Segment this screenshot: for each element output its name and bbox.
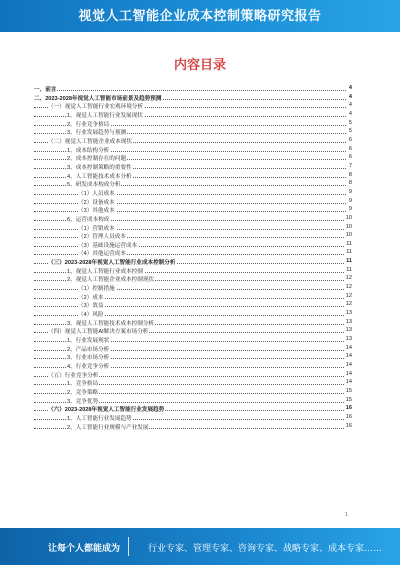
toc-entry-page: 14	[345, 370, 352, 377]
footer-roles: 行业专家、管理专家、咨询专家、战略专家、成本专家……	[148, 543, 383, 553]
toc-entry-label: （一）视觉人工智能行业宏观环境分析	[48, 104, 144, 111]
toc-entry[interactable]	[34, 223, 352, 232]
toc-entry-label: （五）行业竞争分析	[48, 372, 99, 379]
toc-entry-page: 13	[345, 327, 352, 334]
toc-entry[interactable]	[34, 413, 352, 422]
toc-entry-label: （四）视觉人工智能AI解决方案市场分析	[48, 329, 149, 336]
toc-entry-label: 2、行业竞争格局	[67, 121, 110, 128]
toc-entry-label: 1、成本结构分析	[67, 147, 110, 154]
toc-entry-page: 12	[345, 301, 352, 308]
toc-entry-label: 3、视觉人工智能技术成本控制分析	[67, 320, 155, 327]
toc-entry-page: 11	[346, 266, 352, 273]
toc-entry-page: 10	[345, 232, 352, 239]
toc-entry[interactable]	[34, 404, 352, 413]
toc-entry-page: 9	[348, 197, 352, 204]
toc-entry-page: 15	[345, 396, 352, 403]
toc-entry-page: 14	[345, 362, 352, 368]
toc-entry[interactable]	[34, 84, 352, 93]
toc-entry-label: （4）其他运营成本	[78, 251, 126, 258]
toc-entry[interactable]	[34, 214, 352, 223]
toc-entry-page: 15	[345, 387, 352, 394]
toc-entry-label: （2）设备成本	[78, 199, 115, 206]
toc-entry-page: 16	[345, 413, 352, 420]
toc-entry-page: 16	[345, 422, 352, 429]
toc-entry-label: （1）人员成本	[78, 190, 115, 197]
toc-entry[interactable]	[34, 274, 352, 283]
toc-heading: 内容目录	[173, 57, 226, 72]
toc-entry-label: 3、成本控制策略的重要性	[67, 164, 132, 171]
toc-entry[interactable]	[34, 361, 352, 370]
toc-entry[interactable]	[34, 344, 352, 353]
toc-entry-label: 2、成本控制存在的问题	[67, 156, 127, 163]
toc-entry[interactable]	[34, 248, 352, 257]
toc-entry[interactable]	[34, 283, 352, 292]
toc-entry[interactable]	[34, 422, 352, 431]
toc-entry-page: 11	[346, 240, 352, 247]
toc-entry-label: （3）效益	[78, 303, 104, 310]
toc-entry-label: 4、行业竞争分析	[67, 364, 110, 370]
toc-entry-label: 1、视觉人工智能行业成本控制	[67, 268, 143, 275]
toc-entry-page: 11	[346, 249, 352, 256]
toc-entry-page: 8	[348, 180, 352, 187]
toc-entry[interactable]	[34, 145, 352, 154]
footer-divider	[128, 537, 129, 556]
toc-entry-label: 一、前言	[34, 87, 57, 93]
toc-entry[interactable]	[34, 335, 352, 344]
toc-entry-page: 12	[345, 284, 352, 291]
toc-entry-page: 14	[345, 344, 352, 351]
toc-entry[interactable]	[34, 378, 352, 387]
toc-entry-label: 1、人工智能行业发展趋势	[67, 415, 132, 422]
toc-entry-label: （六）2023-2028年视觉人工智能行业发展趋势	[48, 407, 165, 414]
toc-entry-label: （二）视觉人工智能企业成本现状	[48, 138, 132, 145]
toc-entry[interactable]	[34, 162, 352, 171]
toc-entry[interactable]	[34, 179, 352, 188]
toc-entry[interactable]	[34, 326, 352, 335]
toc-entry-page: 10	[345, 214, 352, 221]
toc-entry-label: （三）2023-2028年视觉人工智能行业成本控制分析	[48, 260, 176, 267]
toc-entry-page: 4	[348, 110, 352, 117]
toc-entry[interactable]	[34, 370, 352, 379]
toc-entry-label: 2、视觉人工智能企业成本控制现状	[67, 277, 155, 284]
toc-entry-page: 8	[348, 171, 352, 178]
toc-entry-page: 13	[345, 336, 352, 343]
toc-entry-page: 13	[345, 310, 352, 317]
footer-slogan: 让每个人都能成为	[48, 543, 121, 553]
toc-entry-label: （4）风险	[78, 312, 104, 319]
toc-entry-label: 2、人工智能行业规模与产业发展	[67, 424, 149, 431]
toc-entry-page: 4	[348, 93, 352, 100]
toc-entry[interactable]	[34, 266, 352, 275]
toc-entry-label: 4、人工智能技术成本分析	[67, 173, 132, 180]
toc-entry[interactable]	[34, 110, 352, 119]
toc-entry-label: 6、运营成本构成	[67, 216, 110, 223]
toc-entry-page: 9	[348, 188, 352, 195]
toc-entry[interactable]	[34, 318, 352, 327]
toc-entry-label: 2、竞争策略	[67, 389, 99, 396]
toc-entry[interactable]	[34, 300, 352, 309]
toc-entry[interactable]	[34, 93, 352, 102]
toc-entry-page: 11	[346, 258, 352, 265]
toc-entry-label: 2、产品市场分析	[67, 346, 110, 353]
toc-entry-page: 4	[348, 85, 352, 91]
toc-entry-page: 4	[348, 102, 352, 109]
toc-entry[interactable]	[34, 197, 352, 206]
toc-entry-label: 1、视觉人工智能行业发展现状	[67, 112, 143, 119]
toc-entry-label: 二、2023-2028年视觉人工智能市场前景及趋势预测	[34, 95, 162, 102]
toc-entry[interactable]	[34, 309, 352, 318]
toc-entry[interactable]	[34, 240, 352, 249]
toc-entry-label: （2）管理人员成本	[78, 234, 126, 241]
toc-entry-label: 3、行业发展趋势与预测	[67, 130, 127, 137]
report-title: 视觉人工智能企业成本控制策略研究报告	[78, 8, 322, 23]
toc-entry[interactable]	[34, 153, 352, 162]
toc-entry[interactable]	[34, 136, 352, 145]
toc-entry-page: 14	[345, 353, 352, 360]
toc-leader-dots	[34, 90, 346, 91]
toc-entry-label: （3）基础设施运营成本	[78, 242, 138, 249]
toc-entry-page: 16	[345, 405, 352, 412]
toc-entry-label: 1、行业发展现状	[67, 338, 110, 345]
toc-entry[interactable]	[34, 387, 352, 396]
toc-entry-page: 5	[348, 128, 352, 135]
toc-entry-label: 3、行业市场分析	[67, 355, 110, 362]
toc-entry-page: 6	[348, 145, 352, 152]
toc-entry[interactable]	[34, 205, 352, 214]
toc-entry[interactable]	[34, 231, 352, 240]
toc-entry-page: 12	[345, 275, 352, 282]
toc-entry-page: 10	[345, 223, 352, 230]
toc-entry[interactable]	[34, 188, 352, 197]
toc-entry-page: 6	[348, 154, 352, 161]
toc-entry-page: 6	[348, 136, 352, 143]
toc-entry-page: 12	[345, 292, 352, 299]
toc-entry[interactable]	[34, 119, 352, 128]
toc-entry-label: （2）成本	[78, 294, 104, 301]
toc-entry[interactable]	[34, 171, 352, 180]
toc-entry-page: 7	[348, 162, 352, 169]
toc-entry-label: （1）营销成本	[78, 225, 115, 232]
page-number: 1	[345, 512, 348, 518]
toc-entry[interactable]	[34, 352, 352, 361]
toc-entry[interactable]	[34, 127, 352, 136]
table-of-contents	[34, 84, 352, 430]
toc-entry[interactable]	[34, 101, 352, 110]
toc-entry-page: 13	[345, 318, 352, 325]
toc-entry-page: 5	[348, 119, 352, 126]
toc-entry-page: 9	[348, 206, 352, 213]
footer-banner	[0, 528, 400, 565]
toc-entry[interactable]	[34, 257, 352, 266]
toc-entry-label: 5、研发成本构成分析	[67, 182, 121, 189]
toc-entry-label: 1、竞争格局	[67, 381, 99, 388]
toc-entry[interactable]	[34, 396, 352, 405]
report-header-bar	[0, 0, 400, 32]
toc-entry-label: 3、竞争优势	[67, 398, 99, 405]
toc-entry-page: 14	[345, 379, 352, 386]
toc-entry-label: （3）其他成本	[78, 208, 115, 215]
toc-entry-label: （1）控制措施	[78, 286, 115, 293]
toc-entry[interactable]	[34, 292, 352, 301]
